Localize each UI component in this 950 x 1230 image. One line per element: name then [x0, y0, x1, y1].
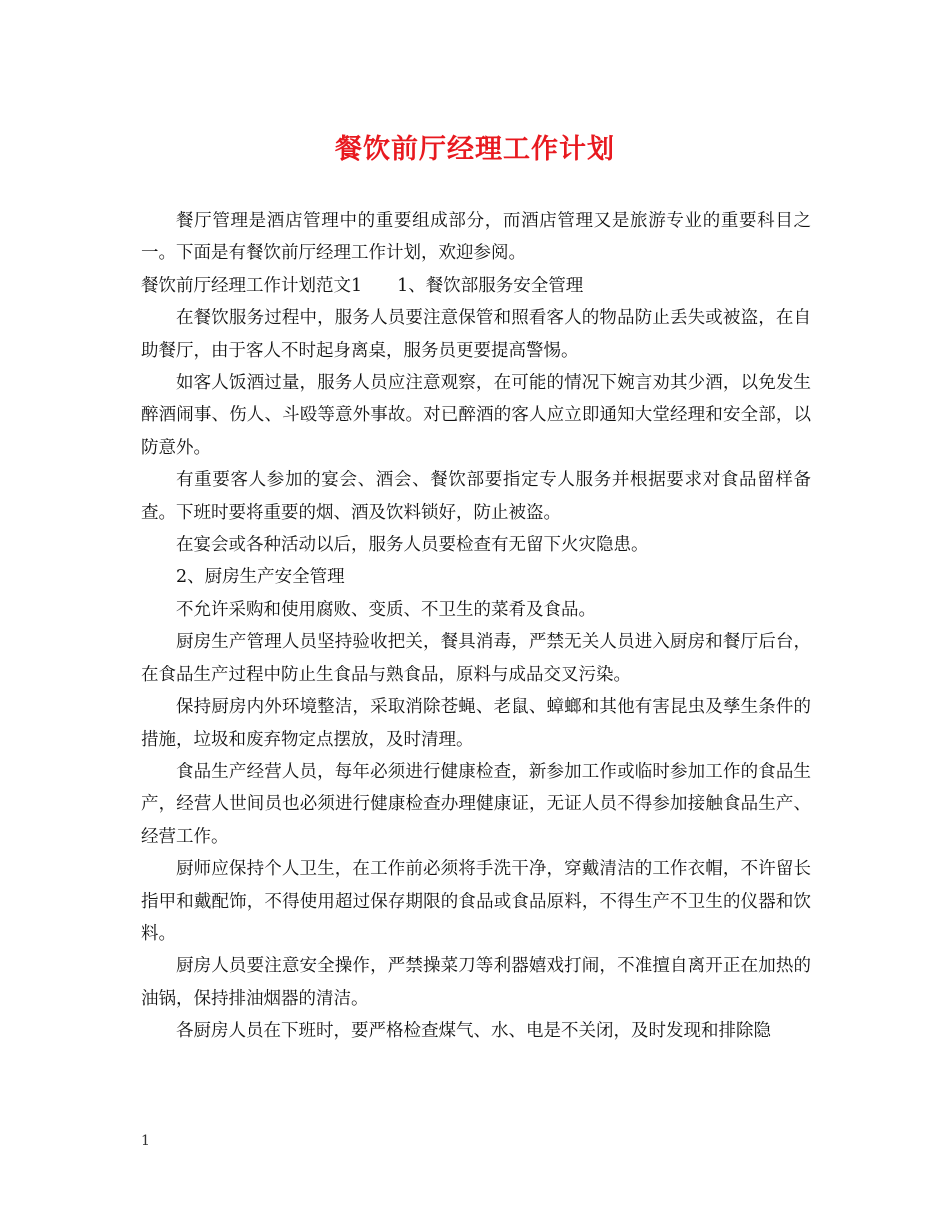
- paragraph: 各厨房人员在下班时，要严格检查煤气、水、电是不关闭，及时发现和排除隐: [176, 1021, 771, 1042]
- paragraph: 在餐饮服务过程中，服务人员要注意保管和照看客人的物品防止丢失或被盗，在自助餐厅，由于客人不时起身离桌，服务员更要提高警惕。: [141, 308, 811, 361]
- paragraph: 厨房人员要注意安全操作，严禁操菜刀等利器嬉戏打闹，不准擅自离开正在加热的油锅，保持排油烟器的清洁。: [141, 956, 811, 1009]
- paragraph-section-heading: 餐饮前厅经理工作计划范文1 1、餐饮部服务安全管理: [141, 275, 584, 296]
- document-body: [141, 205, 811, 1048]
- paragraph: 在宴会或各种活动以后，服务人员要检查有无留下火灾隐患。: [176, 535, 649, 556]
- paragraph-intro: 餐厅管理是酒店管理中的重要组成部分，而酒店管理又是旅游专业的重要科目之一。下面是有餐饮前厅经理工作计划，欢迎参阅。: [141, 211, 811, 264]
- document-title: 餐饮前厅经理工作计划: [335, 134, 615, 165]
- paragraph: 厨师应保持个人卫生，在工作前必须将手洗干净，穿戴清洁的工作衣帽，不许留长指甲和戴配饰，不得使用超过保存期限的食品或食品原料，不得生产不卫生的仪器和饮料。: [141, 859, 811, 944]
- paragraph-subheading: 2、厨房生产安全管理: [176, 567, 345, 588]
- paragraph: 不允许采购和使用腐败、变质、不卫生的菜肴及食品。: [176, 599, 596, 620]
- paragraph: 有重要客人参加的宴会、酒会、餐饮部要指定专人服务并根据要求对食品留样备查。下班时要将重要的烟、酒及饮料锁好，防止被盗。: [141, 470, 811, 523]
- paragraph: 食品生产经营人员，每年必须进行健康检查，新参加工作或临时参加工作的食品生产，经营人世间员也必须进行健康检查办理健康证，无证人员不得参加接触食品生产、经营工作。: [141, 761, 811, 847]
- paragraph: 如客人饭酒过量，服务人员应注意观察，在可能的情况下婉言劝其少酒，以免发生醉酒闹事、伤人、斗殴等意外事故。对已醉酒的客人应立即通知大堂经理和安全部，以防意外。: [141, 373, 811, 458]
- paragraph: 保持厨房内外环境整洁，采取消除苍蝇、老鼠、蟑螂和其他有害昆虫及孳生条件的措施，垃圾和废弃物定点摆放，及时清理。: [141, 697, 811, 750]
- page-number: 1: [141, 1133, 150, 1149]
- paragraph: 厨房生产管理人员坚持验收把关，餐具消毒，严禁无关人员进入厨房和餐厅后台，在食品生产过程中防止生食品与熟食品，原料与成品交叉污染。: [141, 632, 811, 685]
